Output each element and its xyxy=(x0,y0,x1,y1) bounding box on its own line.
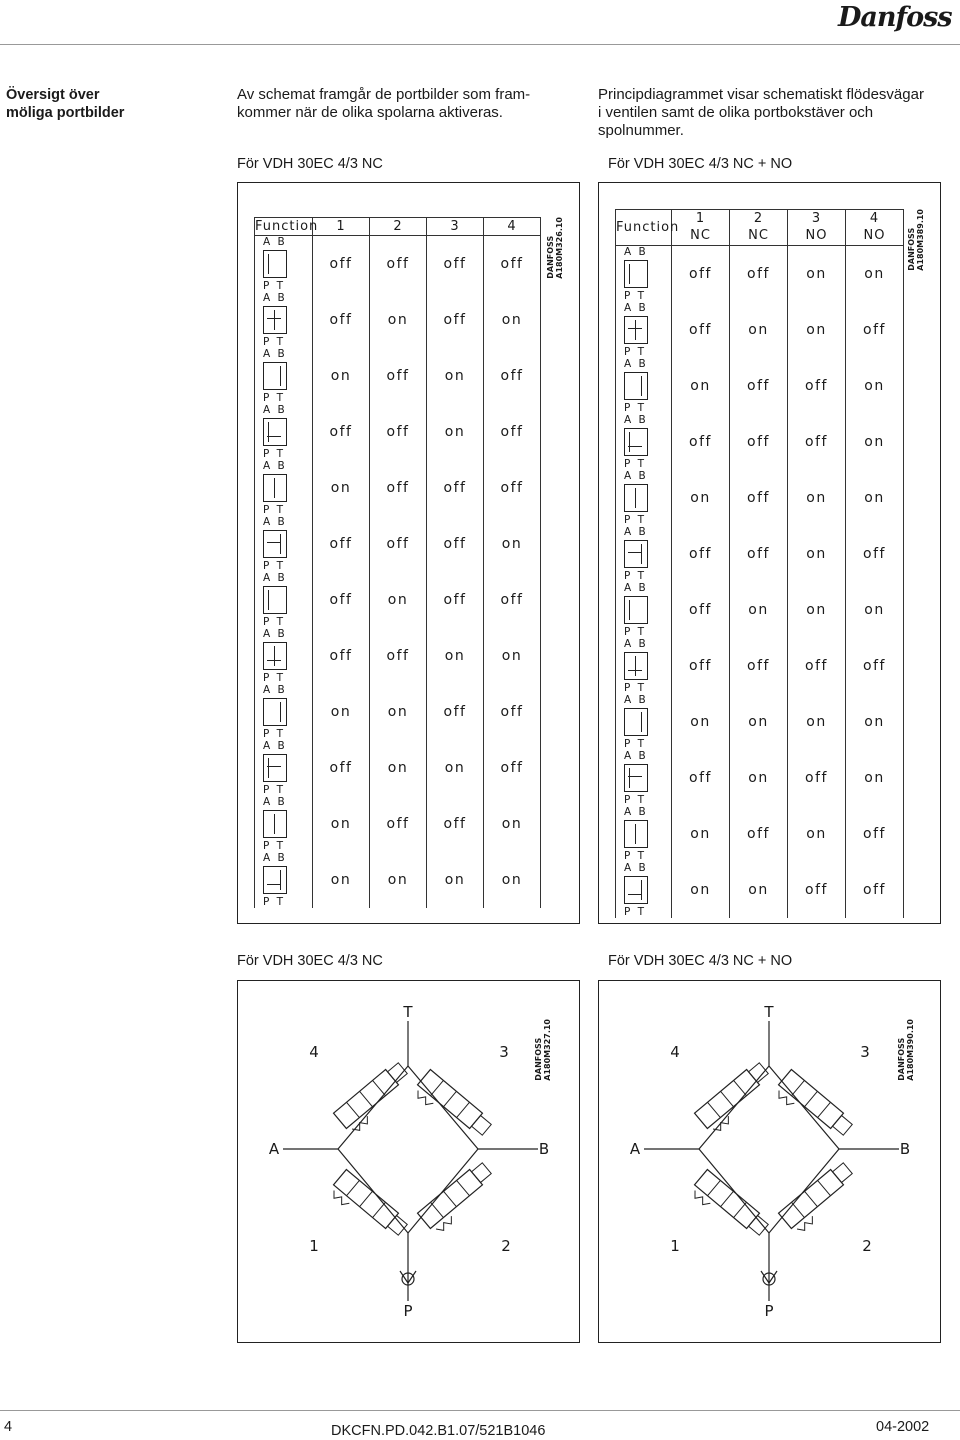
port-symbol xyxy=(255,796,313,852)
function-row xyxy=(616,638,904,694)
coil-state: on xyxy=(788,302,846,358)
coil-state: on xyxy=(370,572,427,628)
valve-symbol-icon xyxy=(263,754,287,782)
coil-state: on xyxy=(730,750,788,806)
port-label-ab: A B xyxy=(263,628,287,640)
port-label-pt: P T xyxy=(263,784,286,796)
solenoid-valve-icon xyxy=(327,1169,409,1245)
coil-state: on xyxy=(788,470,846,526)
valve-symbol-icon xyxy=(624,372,648,400)
port-label-pt: P T xyxy=(624,850,647,862)
port-label-ab: A B xyxy=(624,694,648,706)
coil-state: on xyxy=(672,694,730,750)
port-label-pt: P T xyxy=(263,616,286,628)
port-label-p: P xyxy=(403,1302,413,1320)
port-label-ab: A B xyxy=(624,750,648,762)
nc-table-frame xyxy=(237,182,580,924)
valve-symbol-icon xyxy=(263,530,287,558)
port-label-a: A xyxy=(629,1140,641,1158)
spool-header: 1 xyxy=(313,218,370,236)
function-row xyxy=(616,470,904,526)
coil-state: off xyxy=(313,404,370,460)
spool-header: 4 xyxy=(846,210,904,228)
port-label-pt: P T xyxy=(263,448,286,460)
port-symbol xyxy=(616,470,672,526)
coil-state: off xyxy=(484,684,541,740)
coil-state: off xyxy=(484,572,541,628)
valve-symbol-icon xyxy=(624,484,648,512)
port-label-pt: P T xyxy=(624,906,647,918)
port-symbol xyxy=(616,750,672,806)
coil-state: on xyxy=(313,796,370,852)
coil-state: off xyxy=(730,414,788,470)
port-symbol xyxy=(255,740,313,796)
port-label-t: T xyxy=(403,1003,413,1021)
coil-state: off xyxy=(313,628,370,684)
drawing-code: DANFOSS A180M326.10 xyxy=(546,217,564,279)
valve-symbol-icon xyxy=(263,418,287,446)
coil-state: off xyxy=(484,348,541,404)
port-label-ab: A B xyxy=(624,358,648,370)
port-label-pt: P T xyxy=(263,672,286,684)
coil-state: off xyxy=(313,516,370,572)
coil-state: off xyxy=(370,796,427,852)
coil-state: on xyxy=(313,852,370,908)
port-label-ab: A B xyxy=(263,292,287,304)
coil-state: on xyxy=(370,684,427,740)
port-label-pt: P T xyxy=(263,896,286,908)
port-label-pt: P T xyxy=(624,402,647,414)
function-row xyxy=(255,852,541,908)
function-row xyxy=(616,582,904,638)
coil-state: off xyxy=(484,236,541,293)
port-label-ab: A B xyxy=(263,852,287,864)
coil-state: on xyxy=(672,358,730,414)
coil-state: off xyxy=(427,684,484,740)
port-symbol xyxy=(616,582,672,638)
coil-state: off xyxy=(427,796,484,852)
port-label-pt: P T xyxy=(263,336,286,348)
nc-function-table xyxy=(254,217,541,908)
coil-state: on xyxy=(788,526,846,582)
coil-state: off xyxy=(313,740,370,796)
coil-state: on xyxy=(484,852,541,908)
port-symbol xyxy=(616,862,672,918)
coil-state: off xyxy=(672,750,730,806)
nc-schematic xyxy=(238,981,579,1342)
valve-symbol-icon xyxy=(263,586,287,614)
valve-symbol-icon xyxy=(263,306,287,334)
coil-state: off xyxy=(484,740,541,796)
port-label-pt: P T xyxy=(624,738,647,750)
spool-label: 1 xyxy=(309,1237,319,1255)
coil-state: off xyxy=(730,806,788,862)
coil-state: off xyxy=(370,516,427,572)
solenoid-valve-icon xyxy=(688,1169,770,1245)
function-row xyxy=(255,460,541,516)
coil-state: off xyxy=(370,628,427,684)
page-number: 4 xyxy=(4,1419,13,1435)
coil-state: off xyxy=(427,516,484,572)
port-symbol xyxy=(255,572,313,628)
ncno-function-table xyxy=(615,209,904,918)
valve-symbol-icon xyxy=(263,698,287,726)
valve-symbol-icon xyxy=(624,316,648,344)
function-row xyxy=(255,516,541,572)
port-symbol xyxy=(616,526,672,582)
coil-state: off xyxy=(313,572,370,628)
port-symbol xyxy=(616,358,672,414)
coil-state: on xyxy=(788,806,846,862)
spool-header: 1 xyxy=(672,210,730,228)
valve-symbol-icon xyxy=(624,652,648,680)
coil-state: on xyxy=(788,694,846,750)
function-row xyxy=(255,684,541,740)
spool-header: 3 xyxy=(788,210,846,228)
spool-label: 1 xyxy=(670,1237,680,1255)
ncno-table-frame xyxy=(598,182,941,924)
coil-state: on xyxy=(846,414,904,470)
coil-state: on xyxy=(846,582,904,638)
port-symbol xyxy=(255,516,313,572)
coil-state: on xyxy=(484,796,541,852)
issue-date: 04-2002 xyxy=(876,1419,930,1435)
coil-state: on xyxy=(484,516,541,572)
port-label-ab: A B xyxy=(263,796,287,808)
coil-state: on xyxy=(846,358,904,414)
coil-state: off xyxy=(672,246,730,303)
coil-state: off xyxy=(788,638,846,694)
function-row xyxy=(255,796,541,852)
valve-symbol-icon xyxy=(624,540,648,568)
coil-state: on xyxy=(370,740,427,796)
valve-symbol-icon xyxy=(624,596,648,624)
port-symbol xyxy=(616,694,672,750)
port-label-pt: P T xyxy=(263,280,286,292)
coil-state: on xyxy=(672,806,730,862)
coil-state: off xyxy=(846,806,904,862)
port-label-b: B xyxy=(538,1140,550,1158)
nc-schematic-frame xyxy=(237,980,580,1343)
spool-type: NO xyxy=(788,228,846,246)
valve-symbol-icon xyxy=(624,428,648,456)
danfoss-logo: Danfoss xyxy=(838,2,952,33)
port-label-pt: P T xyxy=(624,626,647,638)
coil-state: on xyxy=(846,470,904,526)
coil-state: off xyxy=(788,358,846,414)
caption-nc-table: För VDH 30EC 4/3 NC xyxy=(237,156,383,172)
intro-right: Principdiagrammet visar schematiskt flödesvägar i ventilen samt de olika portbokstäver och spolnummer. xyxy=(598,86,924,139)
spool-type: NC xyxy=(730,228,788,246)
spool-header: 2 xyxy=(370,218,427,236)
port-symbol xyxy=(616,638,672,694)
port-label-pt: P T xyxy=(624,682,647,694)
port-label-b: B xyxy=(899,1140,911,1158)
valve-symbol-icon xyxy=(263,642,287,670)
spool-type: NO xyxy=(846,228,904,246)
function-row xyxy=(616,526,904,582)
caption-ncno-table: För VDH 30EC 4/3 NC + NO xyxy=(608,156,793,172)
port-symbol xyxy=(255,628,313,684)
port-label-ab: A B xyxy=(624,582,648,594)
coil-state: on xyxy=(730,862,788,918)
spool-label: 3 xyxy=(860,1043,870,1061)
spool-label: 3 xyxy=(499,1043,509,1061)
port-symbol xyxy=(255,236,313,293)
document-number: DKCFN.PD.042.B1.07/521B1046 xyxy=(331,1423,546,1439)
spool-type: NC xyxy=(672,228,730,246)
coil-state: on xyxy=(370,292,427,348)
solenoid-valve-icon xyxy=(772,1069,854,1145)
coil-state: off xyxy=(846,302,904,358)
coil-state: off xyxy=(672,414,730,470)
coil-state: off xyxy=(730,358,788,414)
port-label-p: P xyxy=(764,1302,774,1320)
port-label-ab: A B xyxy=(624,806,648,818)
coil-state: on xyxy=(672,470,730,526)
port-label-pt: P T xyxy=(263,840,286,852)
spool-label: 4 xyxy=(309,1043,319,1061)
port-symbol xyxy=(255,348,313,404)
coil-state: on xyxy=(788,582,846,638)
spool-label: 2 xyxy=(862,1237,872,1255)
coil-state: on xyxy=(427,740,484,796)
ncno-schematic-frame xyxy=(598,980,941,1343)
valve-symbol-icon xyxy=(624,820,648,848)
coil-state: off xyxy=(788,414,846,470)
coil-state: on xyxy=(484,292,541,348)
port-label-ab: A B xyxy=(263,740,287,752)
coil-state: off xyxy=(370,348,427,404)
port-label-ab: A B xyxy=(624,862,648,874)
function-row xyxy=(255,572,541,628)
port-label-ab: A B xyxy=(624,470,648,482)
ncno-schematic xyxy=(599,981,940,1342)
spool-header: 4 xyxy=(484,218,541,236)
coil-state: on xyxy=(484,628,541,684)
coil-state: on xyxy=(370,852,427,908)
caption-ncno-schematic: För VDH 30EC 4/3 NC + NO xyxy=(608,953,793,969)
function-row xyxy=(255,628,541,684)
function-row xyxy=(616,750,904,806)
coil-state: off xyxy=(788,862,846,918)
coil-state: on xyxy=(427,852,484,908)
valve-symbol-icon xyxy=(624,876,648,904)
drawing-code: DANFOSS A180M327.10 xyxy=(534,1019,552,1081)
port-label-pt: P T xyxy=(263,560,286,572)
coil-state: off xyxy=(427,236,484,293)
valve-symbol-icon xyxy=(624,708,648,736)
coil-state: on xyxy=(846,694,904,750)
port-symbol xyxy=(255,684,313,740)
coil-state: on xyxy=(313,684,370,740)
coil-state: on xyxy=(730,582,788,638)
coil-state: off xyxy=(427,460,484,516)
port-label-pt: P T xyxy=(624,794,647,806)
valve-symbol-icon xyxy=(624,764,648,792)
function-row xyxy=(616,414,904,470)
port-label-pt: P T xyxy=(624,514,647,526)
coil-state: off xyxy=(370,404,427,460)
coil-state: on xyxy=(730,302,788,358)
coil-state: off xyxy=(484,404,541,460)
coil-state: off xyxy=(846,638,904,694)
coil-state: off xyxy=(672,638,730,694)
coil-state: off xyxy=(730,246,788,303)
function-row xyxy=(616,246,904,303)
valve-symbol-icon xyxy=(263,362,287,390)
intro-left: Av schemat framgår de portbilder som fram- kommer när de olika spolarna aktiveras. xyxy=(237,86,531,121)
port-label-pt: P T xyxy=(624,458,647,470)
port-label-ab: A B xyxy=(263,348,287,360)
coil-state: off xyxy=(672,582,730,638)
drawing-code: DANFOSS A180M389.10 xyxy=(907,209,925,271)
port-label-ab: A B xyxy=(263,684,287,696)
function-row xyxy=(255,348,541,404)
port-label-ab: A B xyxy=(624,414,648,426)
coil-state: on xyxy=(672,862,730,918)
port-symbol xyxy=(255,460,313,516)
port-label-ab: A B xyxy=(624,638,648,650)
coil-state: off xyxy=(730,470,788,526)
function-header: Function xyxy=(255,218,319,234)
port-symbol xyxy=(255,404,313,460)
function-row xyxy=(616,806,904,862)
coil-state: on xyxy=(730,694,788,750)
coil-state: off xyxy=(846,862,904,918)
coil-state: off xyxy=(427,292,484,348)
function-header: Function xyxy=(616,210,672,246)
coil-state: off xyxy=(370,460,427,516)
port-label-pt: P T xyxy=(624,570,647,582)
coil-state: off xyxy=(313,236,370,293)
coil-state: off xyxy=(846,526,904,582)
footer-rule xyxy=(0,1410,960,1411)
function-row xyxy=(255,292,541,348)
port-label-ab: A B xyxy=(624,526,648,538)
valve-symbol-icon xyxy=(263,810,287,838)
solenoid-valve-icon xyxy=(411,1069,493,1145)
port-label-ab: A B xyxy=(263,516,287,528)
valve-symbol-icon xyxy=(263,866,287,894)
port-label-pt: P T xyxy=(263,392,286,404)
port-label-t: T xyxy=(764,1003,774,1021)
spool-header: 3 xyxy=(427,218,484,236)
port-label-ab: A B xyxy=(263,236,287,248)
caption-nc-schematic: För VDH 30EC 4/3 NC xyxy=(237,953,383,969)
port-symbol xyxy=(616,806,672,862)
coil-state: off xyxy=(730,526,788,582)
valve-symbol-icon xyxy=(263,250,287,278)
coil-state: on xyxy=(846,750,904,806)
coil-state: off xyxy=(730,638,788,694)
port-label-pt: P T xyxy=(263,504,286,516)
spool-label: 4 xyxy=(670,1043,680,1061)
port-label-ab: A B xyxy=(263,460,287,472)
port-label-ab: A B xyxy=(624,302,648,314)
coil-state: off xyxy=(427,572,484,628)
function-row xyxy=(616,694,904,750)
valve-symbol-icon xyxy=(624,260,648,288)
drawing-code: DANFOSS A180M390.10 xyxy=(897,1019,915,1081)
port-symbol xyxy=(616,246,672,303)
coil-state: off xyxy=(672,302,730,358)
coil-state: on xyxy=(427,628,484,684)
port-label-ab: A B xyxy=(263,572,287,584)
coil-state: on xyxy=(427,404,484,460)
port-label-ab: A B xyxy=(624,246,648,258)
spool-label: 2 xyxy=(501,1237,511,1255)
function-row xyxy=(616,358,904,414)
coil-state: off xyxy=(370,236,427,293)
port-symbol xyxy=(255,852,313,908)
port-symbol xyxy=(255,292,313,348)
port-label-pt: P T xyxy=(263,728,286,740)
function-row xyxy=(255,236,541,293)
coil-state: off xyxy=(788,750,846,806)
function-row xyxy=(255,404,541,460)
port-label-ab: A B xyxy=(263,404,287,416)
function-row xyxy=(616,302,904,358)
coil-state: on xyxy=(313,348,370,404)
port-symbol xyxy=(616,414,672,470)
coil-state: on xyxy=(788,246,846,303)
coil-state: off xyxy=(484,460,541,516)
coil-state: on xyxy=(427,348,484,404)
port-label-a: A xyxy=(268,1140,280,1158)
port-label-pt: P T xyxy=(624,290,647,302)
coil-state: off xyxy=(672,526,730,582)
header-rule xyxy=(0,44,960,45)
port-symbol xyxy=(616,302,672,358)
function-row xyxy=(616,862,904,918)
port-label-pt: P T xyxy=(624,346,647,358)
coil-state: on xyxy=(846,246,904,303)
coil-state: off xyxy=(313,292,370,348)
spool-header: 2 xyxy=(730,210,788,228)
section-title: Översigt över möliga portbilder xyxy=(6,87,125,121)
function-row xyxy=(255,740,541,796)
coil-state: on xyxy=(313,460,370,516)
valve-symbol-icon xyxy=(263,474,287,502)
